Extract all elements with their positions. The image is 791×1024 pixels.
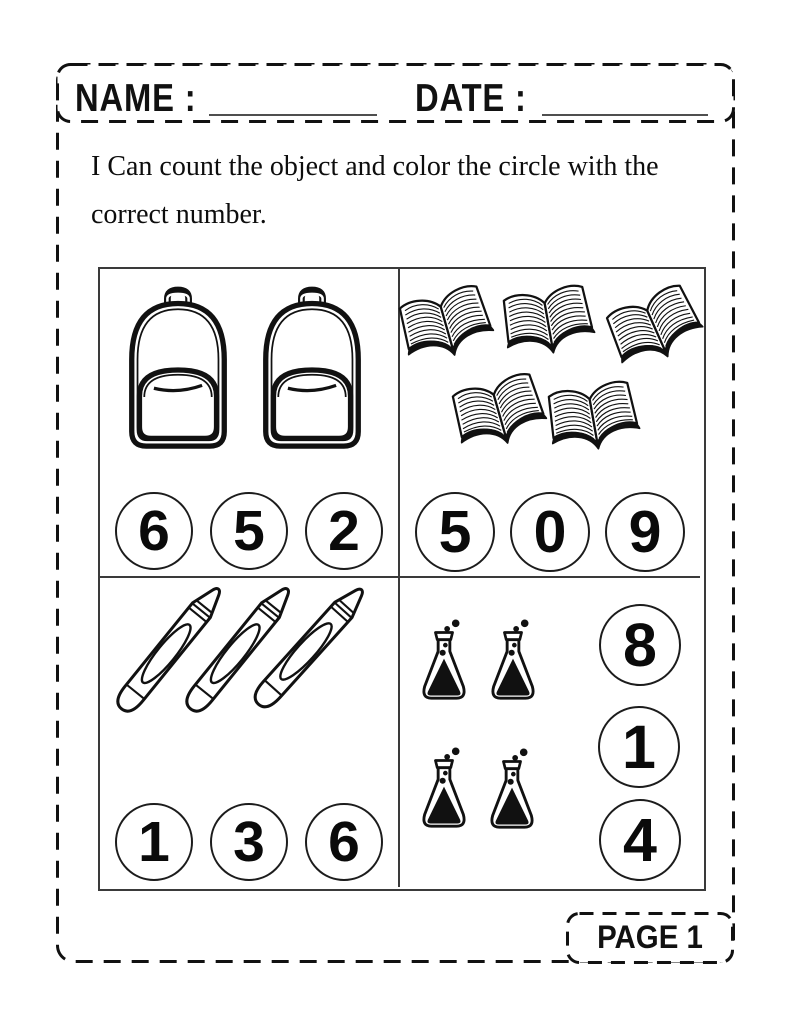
answer-circle[interactable] (210, 492, 288, 570)
answer-options (100, 492, 398, 570)
open-book-icon (598, 275, 711, 381)
answer-options (100, 803, 398, 881)
name-label: NAME : (75, 77, 197, 120)
page-badge (574, 912, 727, 963)
answer-number: 0 (533, 498, 567, 565)
answer-options (400, 492, 700, 572)
answer-circle[interactable] (598, 706, 680, 788)
open-book-icon (392, 276, 499, 374)
exercise-books (400, 269, 700, 578)
page-badge-label: PAGE 1 (597, 919, 703, 955)
answer-circle[interactable] (305, 803, 383, 881)
instruction-line-1: I Can count the object and color the circle with the (91, 151, 659, 182)
flask-icon (485, 746, 539, 840)
date-label: DATE : (415, 77, 527, 120)
open-book-icon (497, 277, 599, 367)
answer-number: 2 (328, 498, 360, 563)
exercise-grid (98, 267, 706, 891)
date-underline[interactable] (542, 114, 708, 116)
instruction-text (91, 153, 711, 229)
open-book-icon (445, 364, 552, 462)
open-book-icon (542, 373, 644, 463)
exercise-flasks (400, 578, 700, 887)
answer-circle[interactable] (415, 492, 495, 572)
answer-circle[interactable] (305, 492, 383, 570)
answer-number: 6 (328, 809, 360, 874)
backpack-icon (259, 285, 365, 453)
answer-number: 9 (628, 498, 662, 565)
flask-icon (486, 617, 540, 711)
backpack-icon (125, 285, 231, 453)
flask-icon (417, 745, 471, 839)
answer-circle[interactable] (115, 492, 193, 570)
answer-circle[interactable] (605, 492, 685, 572)
answer-number: 5 (438, 498, 472, 565)
answer-circle[interactable] (599, 799, 681, 881)
flask-icon (417, 617, 471, 711)
answer-number: 5 (233, 498, 265, 563)
instruction-line-2: correct number. (91, 199, 267, 230)
name-underline[interactable] (209, 114, 377, 116)
answer-number: 3 (233, 809, 265, 874)
answer-number: 1 (622, 712, 656, 781)
exercise-crayons (100, 578, 400, 887)
answer-circle[interactable] (115, 803, 193, 881)
exercise-backpacks (100, 269, 400, 578)
answer-circle[interactable] (599, 604, 681, 686)
answer-number: 4 (623, 805, 657, 874)
answer-number: 8 (623, 610, 657, 679)
answer-number: 6 (138, 498, 170, 563)
answer-circle[interactable] (210, 803, 288, 881)
answer-number: 1 (138, 809, 170, 874)
answer-circle[interactable] (510, 492, 590, 572)
